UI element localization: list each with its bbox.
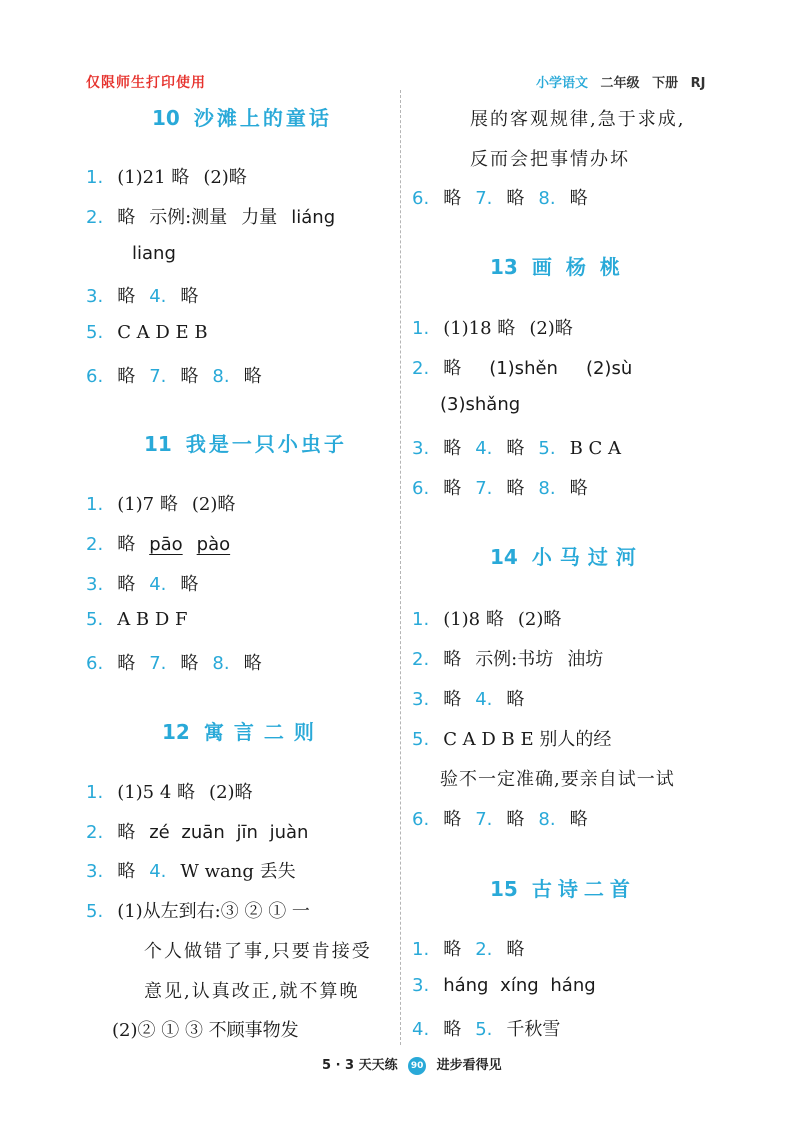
page-number-badge: 90 bbox=[408, 1057, 426, 1075]
answer-line: 1. (1)5 4 略 (2)略 bbox=[86, 782, 253, 803]
answer-line: 2. 略 pāo pào bbox=[86, 534, 231, 555]
subject-label: 小学语文 bbox=[536, 76, 589, 91]
answer-line: 意见,认真改正,就不算晚 bbox=[144, 981, 360, 1002]
answer-line: 3. 略 4. 略 bbox=[412, 689, 525, 710]
answer-line: 4. 略 5. 千秋雪 bbox=[412, 1019, 561, 1040]
answer-line: 6. 略 7. 略 8. 略 bbox=[86, 653, 262, 674]
column-divider bbox=[400, 90, 401, 1045]
edition-label: RJ bbox=[690, 76, 706, 91]
answer-line: 1. (1)21 略 (2)略 bbox=[86, 167, 247, 188]
answer-line: 验不一定准确,要亲自试一试 bbox=[440, 769, 675, 790]
grade-label: 二年级 bbox=[600, 76, 640, 91]
answer-line: 展的客观规律,急于求成, bbox=[470, 109, 686, 130]
answer-line: 5. C A D E B bbox=[86, 322, 208, 343]
answer-line: liang bbox=[132, 243, 176, 264]
answer-line: (3)shǎng bbox=[440, 394, 521, 415]
answer-line: 1. 略 2. 略 bbox=[412, 939, 525, 960]
footer-slogan: 进步看得见 bbox=[436, 1058, 502, 1073]
answer-line: 6. 略 7. 略 8. 略 bbox=[412, 809, 588, 830]
answer-line: 5. C A D B E 别人的经 bbox=[412, 729, 612, 750]
section-title-10: 10 沙滩上的童话 bbox=[152, 106, 332, 130]
answer-line: 2. 略 示例:测量 力量 liáng bbox=[86, 207, 336, 228]
answer-line: 5. A B D F bbox=[86, 609, 188, 630]
answer-line: 2. 略 (1)shěn (2)sù bbox=[412, 358, 633, 379]
answer-line: 3. háng xíng háng bbox=[412, 975, 596, 996]
answer-line: 2. 略 zé zuān jīn juàn bbox=[86, 822, 309, 843]
answer-line: 6. 略 7. 略 8. 略 bbox=[412, 478, 588, 499]
answer-line: 3. 略 4. 略 5. B C A bbox=[412, 438, 622, 459]
answer-line: 2. 略 示例:书坊 油坊 bbox=[412, 649, 604, 670]
section-title-11: 11 我是一只小虫子 bbox=[144, 432, 347, 456]
answer-line: 5. (1)从左到右:③ ② ① 一 bbox=[86, 901, 310, 922]
answer-line: 3. 略 4. W wang 丢失 bbox=[86, 861, 296, 882]
answer-line: 1. (1)18 略 (2)略 bbox=[412, 318, 573, 339]
section-title-14: 14 小马过河 bbox=[490, 545, 644, 569]
answer-line: 6. 略 7. 略 8. 略 bbox=[86, 366, 262, 387]
section-title-15: 15 古诗二首 bbox=[490, 877, 636, 901]
answer-line: 1. (1)8 略 (2)略 bbox=[412, 609, 562, 630]
term-label: 下册 bbox=[652, 76, 679, 91]
section-title-13: 13 画杨桃 bbox=[490, 255, 634, 279]
answer-line: 6. 略 7. 略 8. 略 bbox=[412, 188, 588, 209]
answer-line: 个人做错了事,只要肯接受 bbox=[144, 941, 372, 962]
footer-brand: 5 · 3 天天练 bbox=[322, 1058, 398, 1073]
page-footer bbox=[322, 1054, 502, 1075]
answer-line: 反而会把事情办坏 bbox=[470, 149, 630, 170]
section-title-12: 12 寓言二则 bbox=[162, 720, 324, 744]
print-notice: 仅限师生打印使用 bbox=[86, 75, 206, 91]
answer-line: 3. 略 4. 略 bbox=[86, 286, 199, 307]
answer-line: 3. 略 4. 略 bbox=[86, 574, 199, 595]
book-info bbox=[536, 72, 714, 91]
answer-line: 1. (1)7 略 (2)略 bbox=[86, 494, 236, 515]
answer-line: (2)② ① ③ 不顾事物发 bbox=[112, 1020, 299, 1041]
